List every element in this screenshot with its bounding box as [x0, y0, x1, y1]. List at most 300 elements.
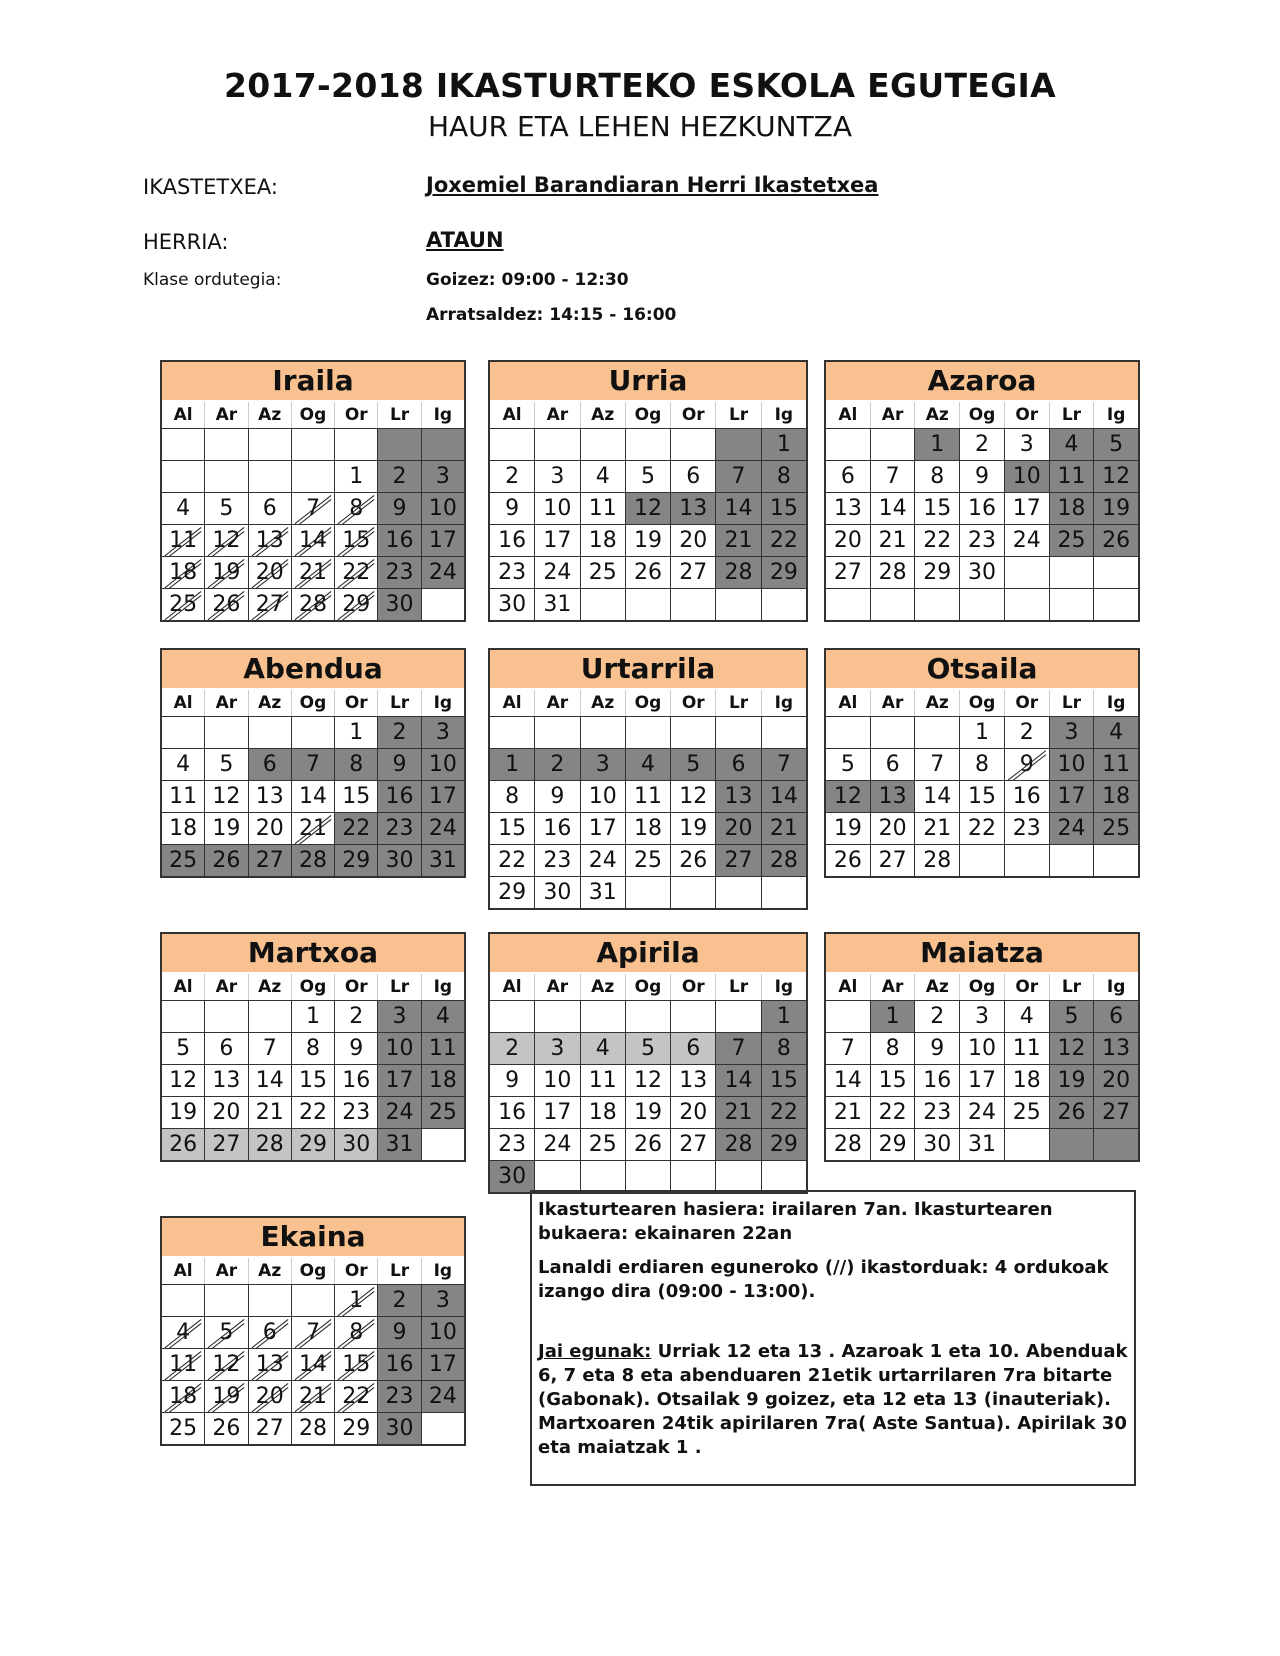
- day-cell: [292, 429, 335, 460]
- weekday-label: Lr: [716, 402, 761, 428]
- day-cell: 30: [335, 1129, 378, 1160]
- day-cell: 7: [292, 749, 335, 780]
- day-cell: 23: [535, 845, 580, 876]
- day-cell: [716, 717, 761, 748]
- day-cell: [292, 717, 335, 748]
- week-row: [162, 429, 464, 461]
- day-cell: [249, 717, 292, 748]
- week-row: [162, 1001, 464, 1033]
- day-cell: 31: [581, 877, 626, 908]
- week-row: [490, 717, 806, 749]
- weekday-label: Ig: [1106, 977, 1126, 997]
- week-row: [162, 1033, 464, 1065]
- day-cell: 9: [335, 1033, 378, 1064]
- day-cell: 7: [871, 461, 916, 492]
- day-cell: 19: [162, 1097, 205, 1128]
- weekday-label: Al: [162, 402, 205, 428]
- day-cell: 7: [762, 749, 806, 780]
- week-row: [826, 557, 1138, 589]
- day-cell: 17: [422, 1349, 464, 1380]
- day-cell: 3: [535, 1033, 580, 1064]
- day-cell: [535, 429, 580, 460]
- month-otsaila: [824, 648, 1140, 878]
- month-title: Iraila: [162, 362, 464, 402]
- day-cell: 22: [915, 525, 960, 556]
- day-cell: 22: [292, 1097, 335, 1128]
- day-cell: 30: [960, 557, 1005, 588]
- week-row: [490, 589, 806, 620]
- day-cell: 21: [716, 525, 761, 556]
- week-row: [826, 461, 1138, 493]
- day-cell: 8: [871, 1033, 916, 1064]
- day-cell: [162, 717, 205, 748]
- day-cell: 16: [378, 781, 421, 812]
- week-row: [162, 781, 464, 813]
- day-cell: [671, 717, 716, 748]
- day-cell: 21: [915, 813, 960, 844]
- day-cell: 26: [1050, 1097, 1095, 1128]
- day-cell: 12: [626, 493, 671, 524]
- weekday-label: Og: [960, 690, 1005, 716]
- weekday-label: Og: [960, 402, 1005, 428]
- day-cell: 8: [490, 781, 535, 812]
- day-cell: 28: [915, 845, 960, 876]
- day-cell: 9: [378, 493, 421, 524]
- week-row: [826, 525, 1138, 557]
- day-cell: 2: [960, 429, 1005, 460]
- day-cell: [335, 429, 378, 460]
- day-cell: 15: [762, 1065, 806, 1096]
- day-cell: 24: [422, 813, 464, 844]
- month-title: Azaroa: [826, 362, 1138, 402]
- day-cell: 19: [205, 1381, 248, 1412]
- day-cell: [205, 1285, 248, 1316]
- day-cell: [205, 461, 248, 492]
- weekday-header: [162, 402, 464, 429]
- day-cell: [162, 461, 205, 492]
- note-school-year: Ikasturtearen hasiera: irailaren 7an. Ikasturtearen bukaera: ekainaren 22an: [538, 1199, 1053, 1244]
- day-cell: 16: [490, 525, 535, 556]
- day-cell: [581, 429, 626, 460]
- weekday-header: [826, 974, 1138, 1001]
- day-cell: [249, 1285, 292, 1316]
- day-cell: 8: [292, 1033, 335, 1064]
- day-cell: 8: [762, 461, 806, 492]
- day-cell: [762, 1161, 806, 1192]
- day-cell: 28: [292, 1413, 335, 1444]
- month-title: Maiatza: [826, 934, 1138, 974]
- day-cell: 28: [292, 589, 335, 620]
- week-row: [826, 1065, 1138, 1097]
- day-cell: [535, 1001, 580, 1032]
- day-cell: [826, 717, 871, 748]
- day-cell: 18: [162, 557, 205, 588]
- month-iraila: [160, 360, 466, 622]
- schedule-afternoon: Arratsaldez: 14:15 - 16:00: [426, 305, 677, 325]
- day-cell: 9: [915, 1033, 960, 1064]
- day-cell: [581, 717, 626, 748]
- note-holidays: [538, 1340, 1128, 1460]
- day-cell: 31: [422, 845, 464, 876]
- month-title: Urtarrila: [490, 650, 806, 690]
- day-cell: 4: [162, 749, 205, 780]
- day-cell: 28: [249, 1129, 292, 1160]
- day-cell: 23: [378, 557, 421, 588]
- day-cell: 3: [535, 461, 580, 492]
- weekday-header: [826, 690, 1138, 717]
- day-cell: [826, 1001, 871, 1032]
- day-cell: 26: [626, 557, 671, 588]
- day-cell: [378, 429, 421, 460]
- week-row: [826, 1033, 1138, 1065]
- week-row: [490, 749, 806, 781]
- day-cell: 26: [205, 1413, 248, 1444]
- day-cell: [826, 429, 871, 460]
- day-cell: [162, 1001, 205, 1032]
- weekday-label: Al: [162, 690, 205, 716]
- day-cell: 6: [249, 493, 292, 524]
- day-cell: 14: [249, 1065, 292, 1096]
- day-cell: 22: [871, 1097, 916, 1128]
- day-cell: 30: [535, 877, 580, 908]
- weekday-label: Lr: [378, 1258, 421, 1284]
- day-cell: [1005, 589, 1050, 620]
- day-cell: 27: [671, 1129, 716, 1160]
- day-cell: 20: [249, 1381, 292, 1412]
- day-cell: 20: [716, 813, 761, 844]
- weekday-label: Or: [1005, 974, 1050, 1000]
- weekday-label: Az: [581, 974, 626, 1000]
- day-cell: 2: [378, 461, 421, 492]
- day-cell: 11: [581, 1065, 626, 1096]
- day-cell: 27: [249, 845, 292, 876]
- day-cell: 3: [1050, 717, 1095, 748]
- day-cell: 9: [490, 493, 535, 524]
- day-cell: 27: [671, 557, 716, 588]
- day-cell: 14: [716, 1065, 761, 1096]
- day-cell: 14: [292, 525, 335, 556]
- weekday-label: Az: [581, 402, 626, 428]
- weekday-header: [162, 690, 464, 717]
- day-cell: [871, 589, 916, 620]
- day-cell: 19: [626, 525, 671, 556]
- day-cell: 25: [1050, 525, 1095, 556]
- week-row: [162, 1413, 464, 1444]
- weekday-label: Ar: [205, 974, 248, 1000]
- day-cell: 25: [1005, 1097, 1050, 1128]
- day-cell: 7: [249, 1033, 292, 1064]
- schedule-morning: Goizez: 09:00 - 12:30: [426, 270, 629, 290]
- day-cell: [1005, 1129, 1050, 1160]
- day-cell: 2: [490, 461, 535, 492]
- month-azaroa: [824, 360, 1140, 622]
- day-cell: [162, 1285, 205, 1316]
- weekday-label: Or: [1005, 402, 1050, 428]
- day-cell: 25: [162, 845, 205, 876]
- week-row: [490, 1161, 806, 1192]
- day-cell: 10: [535, 493, 580, 524]
- day-cell: [535, 1161, 580, 1192]
- weekday-label: Ar: [205, 1258, 248, 1284]
- day-cell: 27: [716, 845, 761, 876]
- day-cell: [581, 589, 626, 620]
- day-cell: 22: [490, 845, 535, 876]
- day-cell: 23: [490, 557, 535, 588]
- day-cell: 14: [762, 781, 806, 812]
- day-cell: 13: [671, 493, 716, 524]
- day-cell: 12: [1094, 461, 1138, 492]
- weekday-label: Or: [335, 402, 378, 428]
- day-cell: 18: [422, 1065, 464, 1096]
- day-cell: 9: [535, 781, 580, 812]
- weekday-label: Az: [915, 974, 960, 1000]
- day-cell: 27: [249, 1413, 292, 1444]
- weekday-label: Og: [960, 974, 1005, 1000]
- day-cell: 9: [378, 1317, 421, 1348]
- day-cell: 29: [335, 1413, 378, 1444]
- day-cell: 18: [1050, 493, 1095, 524]
- day-cell: [671, 589, 716, 620]
- day-cell: 25: [422, 1097, 464, 1128]
- day-cell: [716, 1161, 761, 1192]
- day-cell: [871, 717, 916, 748]
- weekday-label: Ar: [205, 402, 248, 428]
- day-cell: [422, 1129, 464, 1160]
- day-cell: 3: [422, 461, 464, 492]
- note-half-day: Lanaldi erdiaren eguneroko (//) ikastorduak: 4 ordukoak izango dira (09:00 - 13:00).: [538, 1257, 1109, 1302]
- day-cell: [1094, 589, 1138, 620]
- day-cell: 20: [1094, 1065, 1138, 1096]
- day-cell: 7: [716, 1033, 761, 1064]
- day-cell: 19: [1094, 493, 1138, 524]
- week-row: [490, 557, 806, 589]
- day-cell: 14: [871, 493, 916, 524]
- day-cell: [1050, 1129, 1095, 1160]
- weekday-label: Az: [249, 974, 292, 1000]
- week-row: [490, 525, 806, 557]
- day-cell: 19: [626, 1097, 671, 1128]
- weekday-label: Or: [671, 402, 716, 428]
- week-row: [162, 1285, 464, 1317]
- day-cell: 9: [490, 1065, 535, 1096]
- weekday-label: Az: [581, 690, 626, 716]
- day-cell: 17: [422, 781, 464, 812]
- day-cell: [1094, 1129, 1138, 1160]
- week-row: [490, 461, 806, 493]
- day-cell: [671, 429, 716, 460]
- month-urtarrila: [488, 648, 808, 910]
- day-cell: 18: [162, 1381, 205, 1412]
- day-cell: 1: [960, 717, 1005, 748]
- day-cell: 10: [422, 749, 464, 780]
- weekday-header: [490, 974, 806, 1001]
- day-cell: 21: [292, 813, 335, 844]
- day-cell: 12: [205, 525, 248, 556]
- day-cell: 29: [915, 557, 960, 588]
- week-row: [826, 749, 1138, 781]
- weekday-label: Lr: [378, 690, 421, 716]
- day-cell: 21: [249, 1097, 292, 1128]
- day-cell: 17: [378, 1065, 421, 1096]
- day-cell: 20: [249, 813, 292, 844]
- school-value: Joxemiel Barandiaran Herri Ikastetxea: [426, 173, 879, 197]
- day-cell: [581, 1001, 626, 1032]
- day-cell: [762, 589, 806, 620]
- day-cell: 12: [671, 781, 716, 812]
- day-cell: 24: [535, 557, 580, 588]
- day-cell: [871, 429, 916, 460]
- day-cell: 27: [871, 845, 916, 876]
- day-cell: 1: [490, 749, 535, 780]
- weekday-label: Ig: [433, 977, 453, 997]
- day-cell: [716, 1001, 761, 1032]
- day-cell: 4: [1050, 429, 1095, 460]
- week-row: [826, 813, 1138, 845]
- week-row: [162, 845, 464, 876]
- day-cell: [826, 589, 871, 620]
- day-cell: 31: [960, 1129, 1005, 1160]
- weekday-label: Lr: [1050, 690, 1095, 716]
- month-title: Urria: [490, 362, 806, 402]
- day-cell: 2: [1005, 717, 1050, 748]
- week-row: [162, 1065, 464, 1097]
- day-cell: 22: [335, 1381, 378, 1412]
- weekday-label: Al: [490, 974, 535, 1000]
- day-cell: 8: [762, 1033, 806, 1064]
- day-cell: [671, 1161, 716, 1192]
- week-row: [826, 429, 1138, 461]
- weekday-label: Lr: [716, 690, 761, 716]
- week-row: [162, 813, 464, 845]
- day-cell: 25: [1094, 813, 1138, 844]
- day-cell: 26: [205, 589, 248, 620]
- day-cell: 20: [871, 813, 916, 844]
- day-cell: 12: [205, 781, 248, 812]
- day-cell: 24: [1005, 525, 1050, 556]
- weekday-label: Ar: [871, 690, 916, 716]
- week-row: [490, 1001, 806, 1033]
- page-subtitle: HAUR ETA LEHEN HEZKUNTZA: [427, 110, 853, 143]
- day-cell: 10: [581, 781, 626, 812]
- day-cell: 4: [626, 749, 671, 780]
- weekday-label: Ig: [433, 693, 453, 713]
- week-row: [490, 781, 806, 813]
- day-cell: 2: [335, 1001, 378, 1032]
- day-cell: 6: [871, 749, 916, 780]
- weekday-label: Ar: [535, 402, 580, 428]
- day-cell: 3: [422, 1285, 464, 1316]
- day-cell: [1050, 589, 1095, 620]
- day-cell: 5: [205, 749, 248, 780]
- day-cell: 5: [162, 1033, 205, 1064]
- weekday-label: Ar: [535, 974, 580, 1000]
- weekday-label: Og: [626, 690, 671, 716]
- day-cell: [626, 589, 671, 620]
- day-cell: 21: [871, 525, 916, 556]
- week-row: [162, 1129, 464, 1160]
- day-cell: 20: [826, 525, 871, 556]
- day-cell: 22: [762, 525, 806, 556]
- day-cell: 1: [335, 1285, 378, 1316]
- day-cell: 8: [915, 461, 960, 492]
- weekday-label: Al: [826, 690, 871, 716]
- day-cell: 11: [1005, 1033, 1050, 1064]
- week-row: [826, 1097, 1138, 1129]
- day-cell: 31: [535, 589, 580, 620]
- day-cell: 5: [626, 461, 671, 492]
- weekday-label: Ig: [1106, 693, 1126, 713]
- day-cell: 25: [626, 845, 671, 876]
- day-cell: [205, 429, 248, 460]
- day-cell: 21: [826, 1097, 871, 1128]
- town-value: ATAUN: [426, 228, 504, 252]
- day-cell: 12: [1050, 1033, 1095, 1064]
- month-title: Abendua: [162, 650, 464, 690]
- week-row: [826, 493, 1138, 525]
- day-cell: 19: [205, 557, 248, 588]
- weekday-label: Or: [1005, 690, 1050, 716]
- weekday-header: [490, 690, 806, 717]
- week-row: [162, 525, 464, 557]
- day-cell: 15: [292, 1065, 335, 1096]
- week-row: [490, 1065, 806, 1097]
- day-cell: 21: [762, 813, 806, 844]
- day-cell: 5: [671, 749, 716, 780]
- day-cell: 16: [535, 813, 580, 844]
- weekday-label: Ig: [433, 405, 453, 425]
- weekday-label: Ar: [871, 974, 916, 1000]
- day-cell: [249, 429, 292, 460]
- day-cell: [292, 461, 335, 492]
- month-maiatza: [824, 932, 1140, 1162]
- day-cell: 5: [1094, 429, 1138, 460]
- day-cell: 24: [422, 557, 464, 588]
- day-cell: 2: [490, 1033, 535, 1064]
- weekday-label: Or: [671, 974, 716, 1000]
- day-cell: 13: [249, 525, 292, 556]
- day-cell: 30: [915, 1129, 960, 1160]
- weekday-label: Lr: [1050, 974, 1095, 1000]
- day-cell: 25: [581, 1129, 626, 1160]
- weekday-label: Ig: [1106, 405, 1126, 425]
- day-cell: [1005, 845, 1050, 876]
- day-cell: 7: [915, 749, 960, 780]
- day-cell: 6: [249, 1317, 292, 1348]
- day-cell: 14: [292, 1349, 335, 1380]
- day-cell: 18: [581, 525, 626, 556]
- month-martxoa: [160, 932, 466, 1162]
- weekday-label: Az: [249, 1258, 292, 1284]
- day-cell: 7: [292, 1317, 335, 1348]
- day-cell: 17: [1005, 493, 1050, 524]
- day-cell: 4: [162, 493, 205, 524]
- day-cell: 29: [871, 1129, 916, 1160]
- day-cell: 15: [915, 493, 960, 524]
- week-row: [162, 557, 464, 589]
- day-cell: [205, 717, 248, 748]
- day-cell: 30: [490, 589, 535, 620]
- day-cell: 7: [826, 1033, 871, 1064]
- day-cell: 26: [626, 1129, 671, 1160]
- day-cell: 28: [826, 1129, 871, 1160]
- week-row: [490, 493, 806, 525]
- day-cell: 4: [422, 1001, 464, 1032]
- week-row: [490, 845, 806, 877]
- weekday-label: Ig: [774, 405, 794, 425]
- weekday-header: [162, 1258, 464, 1285]
- week-row: [490, 877, 806, 908]
- day-cell: 13: [671, 1065, 716, 1096]
